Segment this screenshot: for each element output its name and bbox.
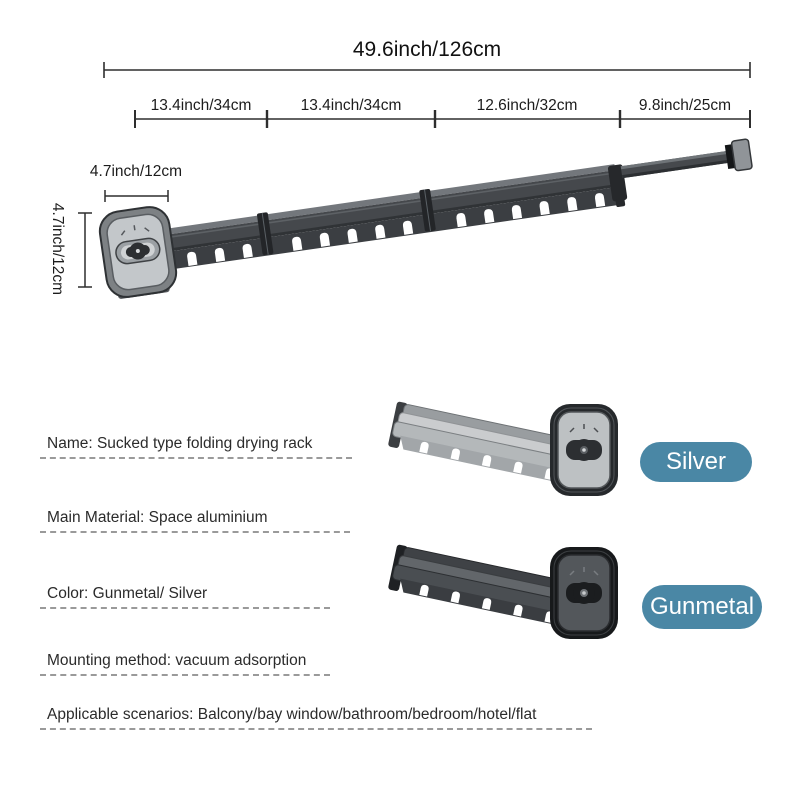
rack-illustration [97,121,758,301]
pole-end-cap [724,139,752,172]
silver-suction-mount [550,404,618,496]
silver-variant-image [388,401,618,496]
spec-material: Main Material: Space aluminium [47,509,268,526]
spec-mounting: Mounting method: vacuum adsorption [47,652,307,669]
mount-height-label: 4.7inch/12cm [49,202,66,296]
segment-label-2: 13.4inch/34cm [300,97,402,114]
mount-width-label: 4.7inch/12cm [89,163,183,180]
divider [40,674,330,676]
gunmetal-suction-mount [550,547,618,639]
mount-width-dimension-line [105,190,168,202]
telescoping-pole [608,149,734,208]
gunmetal-variant-image [388,544,618,639]
suction-mount [97,204,179,300]
divider [40,531,350,533]
mount-height-dimension-line [78,213,92,287]
spec-color: Color: Gunmetal/ Silver [47,585,208,602]
gunmetal-badge: Gunmetal [642,585,762,629]
divider [40,728,592,730]
segment-label-1: 13.4inch/34cm [150,97,252,114]
total-length-dimension-line [104,62,750,78]
divider [40,607,330,609]
spec-scenarios: Applicable scenarios: Balcony/bay window/bathroom/bedroom/hotel/flat [47,706,537,723]
segment-label-4: 9.8inch/25cm [638,97,732,114]
total-length-label: 49.6inch/126cm [352,38,502,61]
silver-badge: Silver [640,442,752,482]
segment-label-3: 12.6inch/32cm [476,97,578,114]
divider [40,457,352,459]
spec-name: Name: Sucked type folding drying rack [47,435,313,452]
